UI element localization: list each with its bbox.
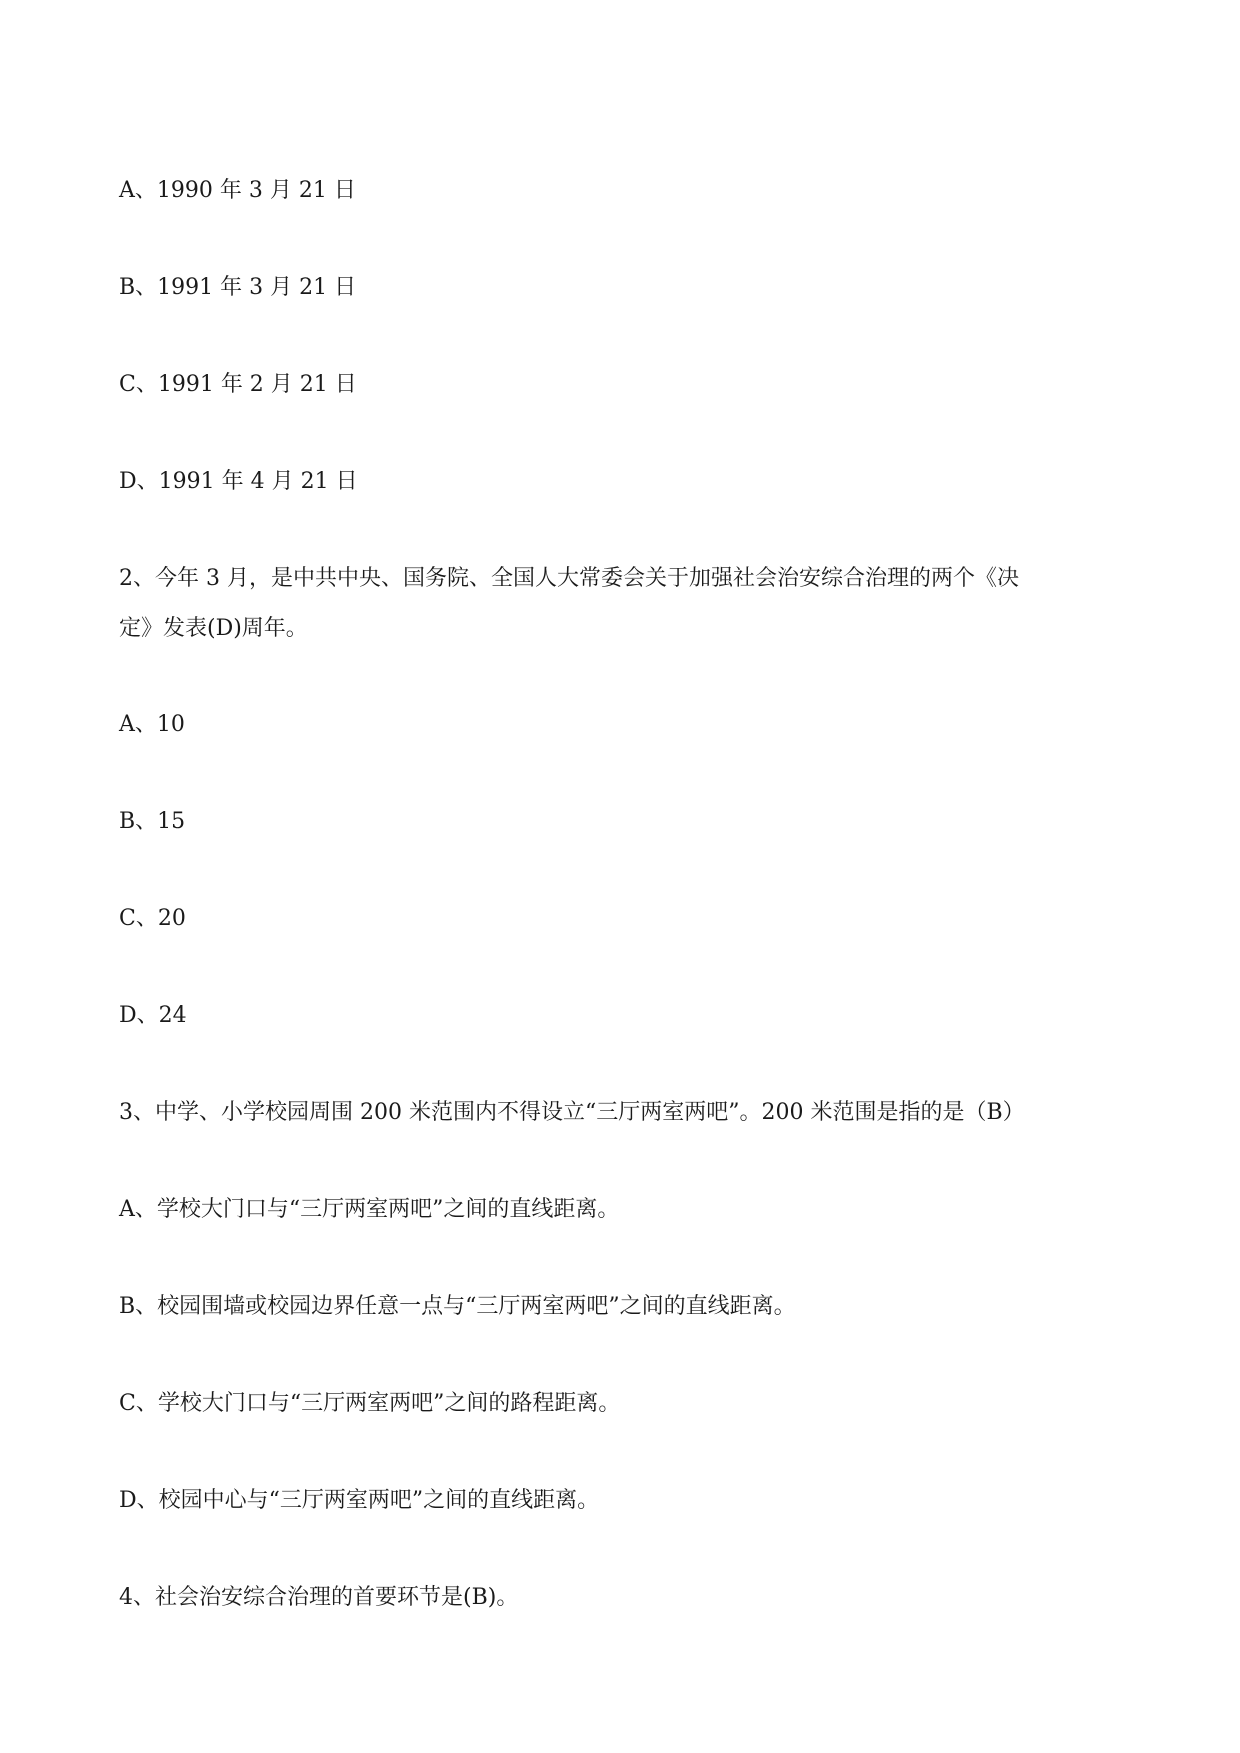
q2-option-b: B、15 bbox=[119, 809, 186, 834]
q2-question-line2: 定》发表(D)周年。 bbox=[119, 616, 308, 641]
q2-option-d: D、24 bbox=[119, 1003, 187, 1028]
q1-option-c: C、1991 年 2 月 21 日 bbox=[119, 372, 357, 397]
q3-question: 3、中学、小学校园周围 200 米范围内不得设立“三厅两室两吧”。200 米范围是指的是（B） bbox=[119, 1100, 1025, 1125]
q2-question-line1: 2、今年 3 月，是中共中央、国务院、全国人大常委会关于加强社会治安综合治理的两个《决 bbox=[119, 566, 1019, 591]
q2-option-a: A、10 bbox=[119, 712, 185, 737]
q1-option-a: A、1990 年 3 月 21 日 bbox=[119, 178, 356, 203]
q2-option-c: C、20 bbox=[119, 906, 186, 931]
q3-option-a: A、学校大门口与“三厅两室两吧”之间的直线距离。 bbox=[119, 1197, 620, 1222]
q3-option-c: C、学校大门口与“三厅两室两吧”之间的路程距离。 bbox=[119, 1391, 621, 1416]
q3-option-d: D、校园中心与“三厅两室两吧”之间的直线距离。 bbox=[119, 1488, 600, 1513]
q1-option-b: B、1991 年 3 月 21 日 bbox=[119, 275, 357, 300]
q3-option-b: B、校园围墙或校园边界任意一点与“三厅两室两吧”之间的直线距离。 bbox=[119, 1294, 796, 1319]
q1-option-d: D、1991 年 4 月 21 日 bbox=[119, 469, 358, 494]
q4-question: 4、社会治安综合治理的首要环节是(B)。 bbox=[119, 1585, 519, 1610]
